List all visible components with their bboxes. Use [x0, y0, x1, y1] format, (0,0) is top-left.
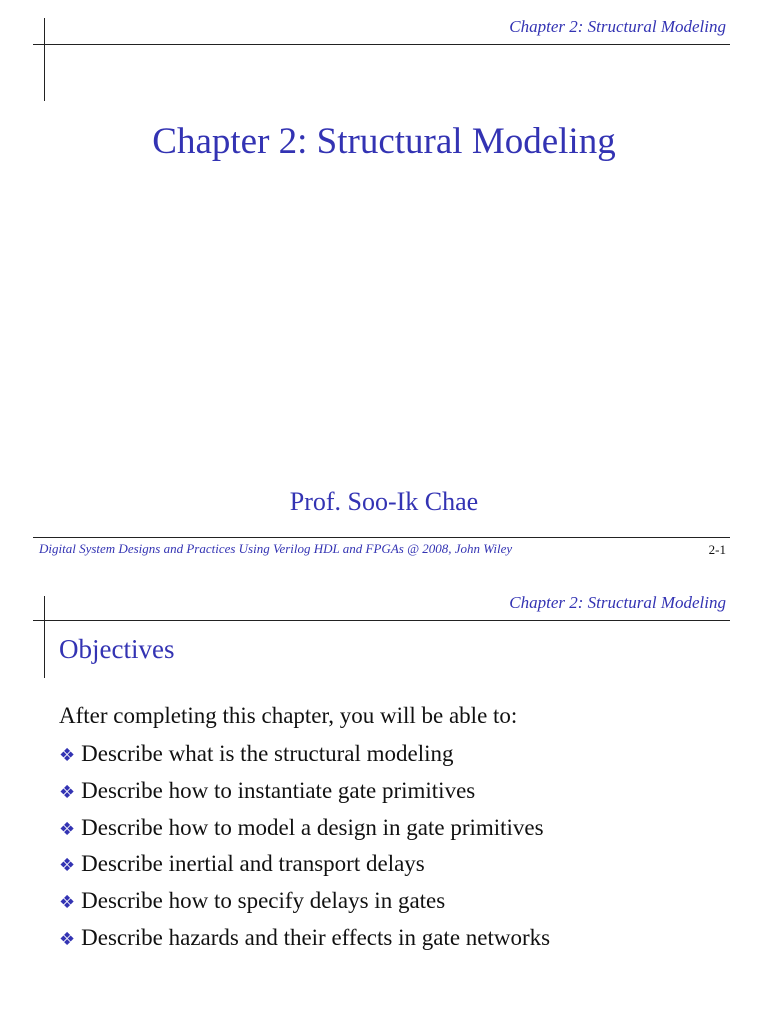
objective-text: Describe what is the structural modeling: [81, 741, 454, 766]
list-item: [59, 814, 550, 851]
header-rule: [33, 44, 730, 45]
section-heading: Objectives: [59, 634, 175, 664]
list-item: [59, 924, 550, 961]
footer-rule: [33, 537, 730, 538]
objective-text: Describe how to instantiate gate primitives: [81, 777, 476, 803]
header-vertical-rule: [44, 18, 45, 101]
header-vertical-rule: [44, 596, 45, 678]
diamond-bullet-icon: ❖: [59, 781, 76, 803]
diamond-bullet-icon: ❖: [59, 855, 76, 877]
list-item: [59, 850, 550, 887]
running-header: Chapter 2: Structural Modeling: [509, 17, 726, 36]
header-rule: [33, 620, 730, 621]
objective-text: Describe how to model a design in gate primitives: [81, 814, 544, 840]
diamond-bullet-icon: ❖: [59, 745, 76, 766]
list-item: [59, 777, 550, 814]
list-item: [59, 740, 550, 777]
objective-text: Describe inertial and transport delays: [81, 851, 425, 877]
objective-text: Describe hazards and their effects in gate networks: [81, 924, 551, 950]
slide-title: Chapter 2: Structural Modeling: [152, 121, 616, 162]
objectives-list: [59, 740, 550, 961]
objective-text: Describe how to specify delays in gates: [81, 888, 446, 914]
diamond-bullet-icon: ❖: [59, 818, 76, 840]
diamond-bullet-icon: ❖: [59, 892, 76, 914]
author-name: Prof. Soo-Ik Chae: [289, 487, 479, 516]
diamond-bullet-icon: ❖: [59, 928, 76, 950]
footer-source: Digital System Designs and Practices Using Verilog HDL and FPGAs @ 2008, John Wiley: [39, 541, 513, 556]
page-number: 2-1: [708, 542, 726, 557]
running-header: Chapter 2: Structural Modeling: [509, 593, 726, 612]
list-item: [59, 887, 550, 924]
intro-text: After completing this chapter, you will be able to:: [59, 703, 518, 728]
